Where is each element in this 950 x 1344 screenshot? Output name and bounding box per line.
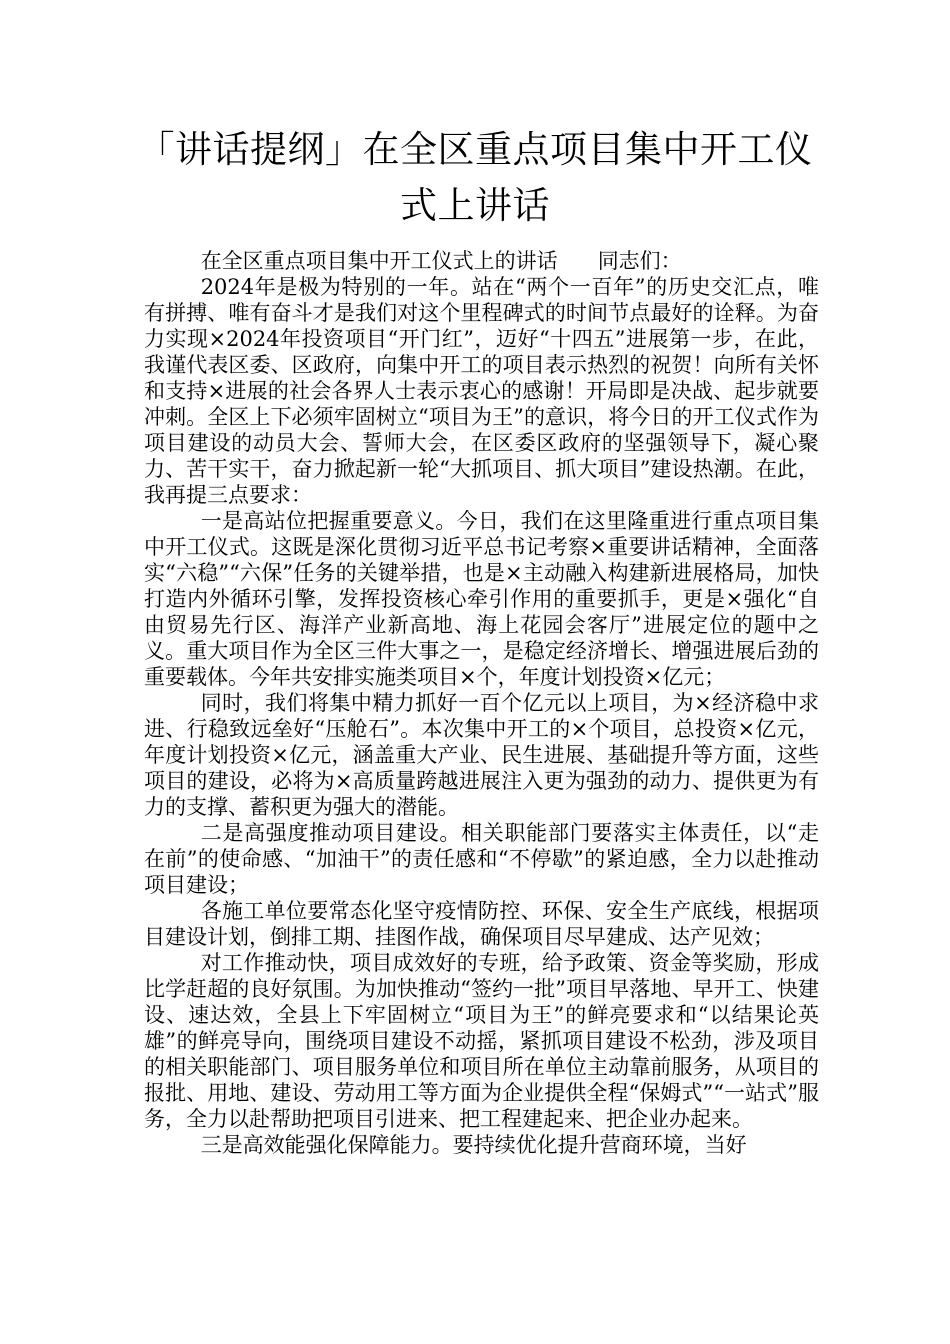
document-title — [100, 122, 850, 234]
body-paragraph-1: 2024年是极为特别的一年。站在“两个一百年”的历史交汇点，唯有拼搏、唯有奋斗才是我们对这个里程碑式的时间节点最好的诠释。为奋力实现×2024年投资项目“开门红”，迈好“十四五”进展第一步，在此，我谨代表区委、区政府，向集中开工的项目表示热烈的祝贺！向所有关怀和支持×进展的社会各界人士表示衷心的感谢！开局即是决战、起步就要冲刺。全区上下必须牢固树立“项目为王”的意识，将今日的开工仪式作为项目建设的动员大会、誓师大会，在区委区政府的坚强领导下，凝心聚力、苦干实干，奋力掀起新一轮“大抓项目、抓大项目”建设热潮。在此，我再提三点要求： — [144, 275, 819, 507]
body-paragraph-4: 二是高强度推动项目建设。相关职能部门要落实主体责任，以“走在前”的使命感、“加油干”的责任感和“不停歇”的紧迫感，全力以赴推动项目建设； — [144, 821, 819, 897]
document-title-line-2: 式上讲话 — [400, 184, 550, 227]
body-paragraph-6: 对工作推动快，项目成效好的专班，给予政策、资金等奖励，形成比学赶超的良好氛围。为加快推动“签约一批”项目早落地、早开工、快建设、速达效，全县上下牢固树立“项目为王”的鲜亮要求和“以结果论英雄”的鲜亮导向，围绕项目建设不动摇，紧抓项目建设不松劲，涉及项目的相关职能部门、项目服务单位和项目所在单位主动靠前服务，从项目的报批、用地、建设、劳动用工等方面为企业提供全程“保姆式”“一站式”服务，全力以赴帮助把项目引进来、把工程建起来、把企业办起来。 — [144, 951, 819, 1131]
body-paragraph-7: 三是高效能强化保障能力。要持续优化提升营商环境，当好 — [200, 1133, 747, 1157]
document-title-line-1: 「讲话提纲」在全区重点项目集中开工仪 — [137, 128, 813, 171]
body-paragraph-5: 各施工单位要常态化坚守疫情防控、环保、安全生产底线，根据项目建设计划，倒排工期、挂图作战，确保项目尽早建成、达产见效； — [144, 899, 819, 949]
salutation: 同志们： — [597, 249, 682, 273]
body-paragraph-3: 同时，我们将集中精力抓好一百个亿元以上项目，为×经济稳中求进、行稳致远垒好“压舱石”。本次集中开工的×个项目，总投资×亿元，年度计划投资×亿元，涵盖重大产业、民生进展、基础提升等方面，这些项目的建设，必将为×高质量跨越进展注入更为强劲的动力、提供更为有力的支撑、蓄积更为强大的潜能。 — [144, 691, 819, 819]
opening-line — [144, 248, 819, 274]
speech-heading: 在全区重点项目集中开工仪式上的讲话 — [200, 249, 558, 273]
body-paragraph-2: 一是高站位把握重要意义。今日，我们在这里隆重进行重点项目集中开工仪式。这既是深化贯彻习近平总书记考察×重要讲话精神，全面落实“六稳”“六保”任务的关键举措，也是×主动融入构建新进展格局，加快打造内外循环引擎，发挥投资核心牵引作用的重要抓手，更是×强化“自由贸易先行区、海洋产业新高地、海上花园会客厅”进展定位的题中之义。重大项目作为全区三件大事之一，是稳定经济增长、增强进展后劲的重要载体。今年共安排实施类项目×个，年度计划投资×亿元； — [144, 509, 819, 689]
document-body — [144, 248, 819, 1158]
